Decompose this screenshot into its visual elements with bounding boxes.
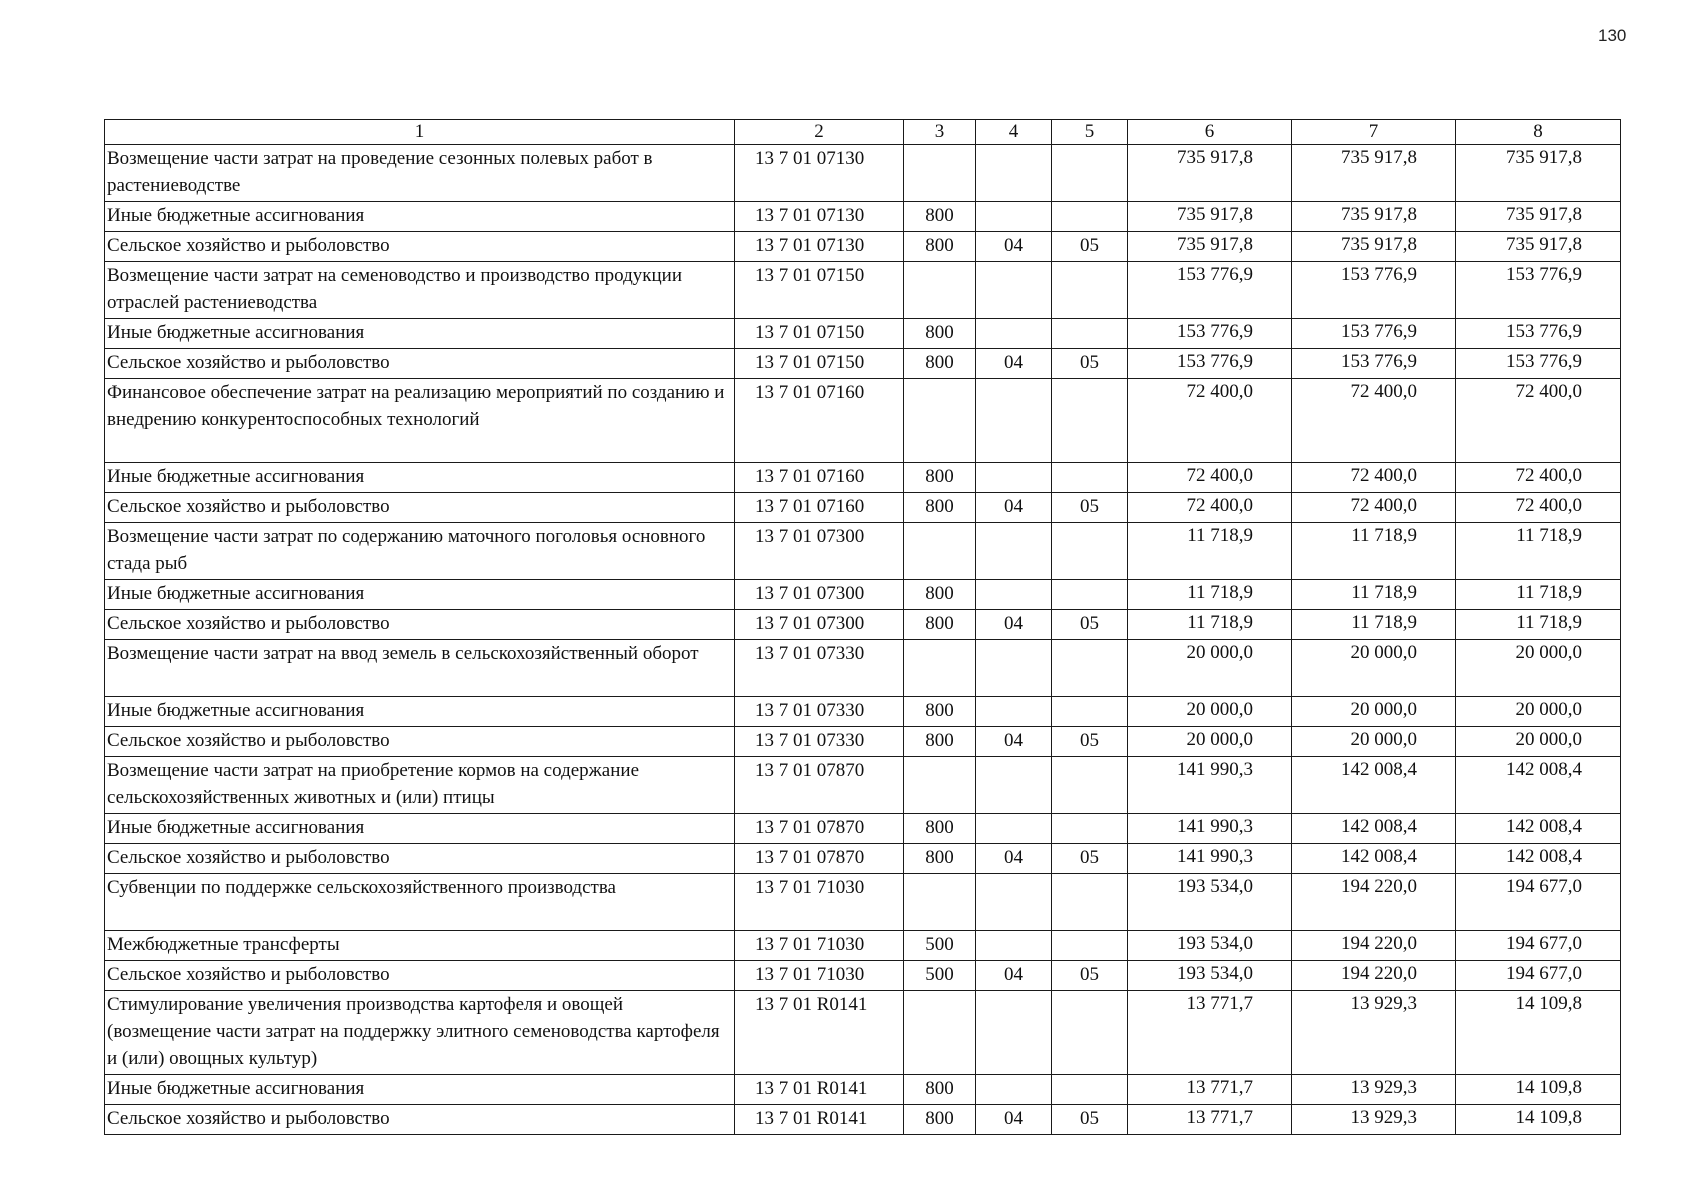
row-col4-cell: 04 (976, 961, 1052, 991)
row-col5-cell (1052, 1075, 1128, 1105)
row-col5-cell (1052, 814, 1128, 844)
table-row (105, 379, 1621, 463)
row-value6-cell: 13 771,7 (1128, 991, 1292, 1075)
row-name-cell: Финансовое обеспечение затрат на реализацию мероприятий по созданию и внедрению конкурентоспособных технологий (105, 379, 735, 463)
row-value7-cell: 142 008,4 (1292, 844, 1456, 874)
row-col3-cell (904, 262, 976, 319)
table-row (105, 262, 1621, 319)
table-row (105, 319, 1621, 349)
table-row (105, 463, 1621, 493)
row-value7-cell: 153 776,9 (1292, 319, 1456, 349)
row-value7-cell: 20 000,0 (1292, 697, 1456, 727)
table-row (105, 1105, 1621, 1135)
row-col3-cell (904, 874, 976, 931)
row-col3-cell (904, 145, 976, 202)
row-value6-cell: 72 400,0 (1128, 379, 1292, 463)
row-value6-cell: 735 917,8 (1128, 145, 1292, 202)
row-value8-cell: 14 109,8 (1456, 1105, 1621, 1135)
row-value8-cell: 142 008,4 (1456, 757, 1621, 814)
row-value7-cell: 735 917,8 (1292, 202, 1456, 232)
row-value6-cell: 735 917,8 (1128, 202, 1292, 232)
row-code-cell: 13 7 01 R0141 (735, 1075, 904, 1105)
row-col4-cell: 04 (976, 349, 1052, 379)
row-value7-cell: 20 000,0 (1292, 727, 1456, 757)
row-code-cell: 13 7 01 07150 (735, 349, 904, 379)
row-value6-cell: 11 718,9 (1128, 523, 1292, 580)
table-row (105, 232, 1621, 262)
column-header: 4 (976, 120, 1052, 145)
row-value8-cell: 153 776,9 (1456, 319, 1621, 349)
row-col3-cell: 800 (904, 349, 976, 379)
row-value6-cell: 193 534,0 (1128, 961, 1292, 991)
row-col4-cell (976, 697, 1052, 727)
row-value7-cell: 11 718,9 (1292, 610, 1456, 640)
row-name-cell: Иные бюджетные ассигнования (105, 697, 735, 727)
row-value7-cell: 13 929,3 (1292, 991, 1456, 1075)
row-value8-cell: 194 677,0 (1456, 961, 1621, 991)
row-col4-cell (976, 523, 1052, 580)
row-name-cell: Иные бюджетные ассигнования (105, 202, 735, 232)
row-value7-cell: 735 917,8 (1292, 145, 1456, 202)
row-value7-cell: 194 220,0 (1292, 931, 1456, 961)
row-col3-cell (904, 991, 976, 1075)
row-col4-cell (976, 463, 1052, 493)
table-row (105, 874, 1621, 931)
row-value7-cell: 72 400,0 (1292, 379, 1456, 463)
row-value7-cell: 11 718,9 (1292, 580, 1456, 610)
row-value6-cell: 153 776,9 (1128, 262, 1292, 319)
row-col3-cell: 800 (904, 202, 976, 232)
row-name-cell: Сельское хозяйство и рыболовство (105, 610, 735, 640)
row-col4-cell: 04 (976, 493, 1052, 523)
row-code-cell: 13 7 01 07160 (735, 463, 904, 493)
row-code-cell: 13 7 01 07330 (735, 697, 904, 727)
row-value6-cell: 193 534,0 (1128, 874, 1292, 931)
column-header: 1 (105, 120, 735, 145)
row-col3-cell: 800 (904, 1105, 976, 1135)
row-value6-cell: 20 000,0 (1128, 727, 1292, 757)
row-col5-cell (1052, 991, 1128, 1075)
row-value6-cell: 13 771,7 (1128, 1105, 1292, 1135)
row-value6-cell: 13 771,7 (1128, 1075, 1292, 1105)
column-header: 7 (1292, 120, 1456, 145)
row-col3-cell: 800 (904, 697, 976, 727)
row-value8-cell: 20 000,0 (1456, 697, 1621, 727)
row-col3-cell: 800 (904, 727, 976, 757)
row-code-cell: 13 7 01 07130 (735, 202, 904, 232)
row-code-cell: 13 7 01 07300 (735, 523, 904, 580)
column-header: 2 (735, 120, 904, 145)
row-code-cell: 13 7 01 07300 (735, 610, 904, 640)
row-code-cell: 13 7 01 07870 (735, 844, 904, 874)
row-value7-cell: 72 400,0 (1292, 463, 1456, 493)
row-value8-cell: 11 718,9 (1456, 580, 1621, 610)
row-code-cell: 13 7 01 71030 (735, 961, 904, 991)
row-value8-cell: 153 776,9 (1456, 262, 1621, 319)
row-col3-cell (904, 640, 976, 697)
row-code-cell: 13 7 01 07870 (735, 814, 904, 844)
row-col5-cell (1052, 379, 1128, 463)
row-name-cell: Сельское хозяйство и рыболовство (105, 1105, 735, 1135)
row-col5-cell (1052, 319, 1128, 349)
row-col4-cell (976, 319, 1052, 349)
table-row (105, 640, 1621, 697)
row-col3-cell: 800 (904, 463, 976, 493)
row-value6-cell: 141 990,3 (1128, 757, 1292, 814)
row-col5-cell: 05 (1052, 232, 1128, 262)
table-row (105, 844, 1621, 874)
row-col3-cell: 800 (904, 232, 976, 262)
row-name-cell: Субвенции по поддержке сельскохозяйственного производства (105, 874, 735, 931)
row-col3-cell: 500 (904, 961, 976, 991)
row-code-cell: 13 7 01 07300 (735, 580, 904, 610)
row-col3-cell: 800 (904, 844, 976, 874)
row-name-cell: Межбюджетные трансферты (105, 931, 735, 961)
row-value8-cell: 72 400,0 (1456, 493, 1621, 523)
row-col4-cell: 04 (976, 844, 1052, 874)
row-col3-cell (904, 757, 976, 814)
table-header-row (105, 120, 1621, 145)
table-row (105, 145, 1621, 202)
row-col5-cell (1052, 931, 1128, 961)
row-value8-cell: 735 917,8 (1456, 232, 1621, 262)
row-col4-cell (976, 145, 1052, 202)
column-header: 5 (1052, 120, 1128, 145)
row-col5-cell: 05 (1052, 1105, 1128, 1135)
row-col4-cell (976, 580, 1052, 610)
row-value7-cell: 142 008,4 (1292, 814, 1456, 844)
row-col3-cell: 500 (904, 931, 976, 961)
row-value6-cell: 735 917,8 (1128, 232, 1292, 262)
row-code-cell: 13 7 01 07130 (735, 232, 904, 262)
row-col5-cell: 05 (1052, 493, 1128, 523)
row-col4-cell: 04 (976, 1105, 1052, 1135)
row-col4-cell: 04 (976, 727, 1052, 757)
row-code-cell: 13 7 01 07130 (735, 145, 904, 202)
row-name-cell: Сельское хозяйство и рыболовство (105, 349, 735, 379)
row-value6-cell: 141 990,3 (1128, 814, 1292, 844)
row-value8-cell: 142 008,4 (1456, 814, 1621, 844)
row-value7-cell: 20 000,0 (1292, 640, 1456, 697)
row-value7-cell: 142 008,4 (1292, 757, 1456, 814)
row-value6-cell: 20 000,0 (1128, 640, 1292, 697)
row-col5-cell (1052, 874, 1128, 931)
row-col4-cell (976, 757, 1052, 814)
row-name-cell: Иные бюджетные ассигнования (105, 463, 735, 493)
row-name-cell: Возмещение части затрат на ввод земель в сельскохозяйственный оборот (105, 640, 735, 697)
row-col5-cell (1052, 640, 1128, 697)
table-row (105, 961, 1621, 991)
row-name-cell: Сельское хозяйство и рыболовство (105, 961, 735, 991)
row-col5-cell (1052, 145, 1128, 202)
row-value8-cell: 11 718,9 (1456, 523, 1621, 580)
row-value7-cell: 11 718,9 (1292, 523, 1456, 580)
row-value7-cell: 194 220,0 (1292, 961, 1456, 991)
table-row (105, 814, 1621, 844)
row-value7-cell: 735 917,8 (1292, 232, 1456, 262)
row-name-cell: Иные бюджетные ассигнования (105, 319, 735, 349)
row-value6-cell: 72 400,0 (1128, 463, 1292, 493)
table-row (105, 580, 1621, 610)
row-name-cell: Сельское хозяйство и рыболовство (105, 727, 735, 757)
row-value7-cell: 72 400,0 (1292, 493, 1456, 523)
row-col4-cell (976, 814, 1052, 844)
table-row (105, 697, 1621, 727)
row-value8-cell: 142 008,4 (1456, 844, 1621, 874)
budget-table (104, 119, 1621, 1135)
table-row (105, 523, 1621, 580)
row-col4-cell (976, 379, 1052, 463)
row-code-cell: 13 7 01 R0141 (735, 991, 904, 1075)
row-value8-cell: 735 917,8 (1456, 145, 1621, 202)
row-col5-cell: 05 (1052, 349, 1128, 379)
row-name-cell: Возмещение части затрат на проведение сезонных полевых работ в растениеводстве (105, 145, 735, 202)
row-code-cell: 13 7 01 07330 (735, 640, 904, 697)
row-name-cell: Иные бюджетные ассигнования (105, 1075, 735, 1105)
row-value8-cell: 11 718,9 (1456, 610, 1621, 640)
row-code-cell: 13 7 01 07870 (735, 757, 904, 814)
row-value8-cell: 14 109,8 (1456, 1075, 1621, 1105)
row-value6-cell: 11 718,9 (1128, 610, 1292, 640)
column-header: 3 (904, 120, 976, 145)
row-code-cell: 13 7 01 71030 (735, 874, 904, 931)
row-col4-cell (976, 1075, 1052, 1105)
row-code-cell: 13 7 01 R0141 (735, 1105, 904, 1135)
table-row (105, 931, 1621, 961)
row-value8-cell: 20 000,0 (1456, 640, 1621, 697)
row-col4-cell (976, 874, 1052, 931)
row-value8-cell: 194 677,0 (1456, 931, 1621, 961)
row-value6-cell: 141 990,3 (1128, 844, 1292, 874)
row-code-cell: 13 7 01 07150 (735, 262, 904, 319)
row-col5-cell: 05 (1052, 844, 1128, 874)
row-col4-cell (976, 640, 1052, 697)
row-col5-cell: 05 (1052, 610, 1128, 640)
row-col5-cell (1052, 463, 1128, 493)
row-value8-cell: 735 917,8 (1456, 202, 1621, 232)
table-row (105, 610, 1621, 640)
row-value6-cell: 153 776,9 (1128, 319, 1292, 349)
row-col4-cell (976, 991, 1052, 1075)
row-col5-cell: 05 (1052, 961, 1128, 991)
row-col3-cell: 800 (904, 814, 976, 844)
page-number: 130 (1598, 26, 1627, 45)
row-value7-cell: 153 776,9 (1292, 262, 1456, 319)
row-value8-cell: 20 000,0 (1456, 727, 1621, 757)
row-value6-cell: 153 776,9 (1128, 349, 1292, 379)
row-col4-cell (976, 262, 1052, 319)
row-code-cell: 13 7 01 07160 (735, 379, 904, 463)
row-name-cell: Возмещение части затрат на семеноводство и производство продукции отраслей растениеводства (105, 262, 735, 319)
row-col3-cell (904, 523, 976, 580)
row-value8-cell: 72 400,0 (1456, 379, 1621, 463)
row-value8-cell: 194 677,0 (1456, 874, 1621, 931)
row-value8-cell: 72 400,0 (1456, 463, 1621, 493)
row-name-cell: Сельское хозяйство и рыболовство (105, 232, 735, 262)
row-value6-cell: 20 000,0 (1128, 697, 1292, 727)
row-col5-cell: 05 (1052, 727, 1128, 757)
row-name-cell: Стимулирование увеличения производства картофеля и овощей (возмещение части затрат на поддержку элитного семеноводства картофеля и (или) овощных культур) (105, 991, 735, 1075)
row-value7-cell: 153 776,9 (1292, 349, 1456, 379)
column-header: 8 (1456, 120, 1621, 145)
row-col5-cell (1052, 202, 1128, 232)
row-col3-cell: 800 (904, 1075, 976, 1105)
row-col4-cell: 04 (976, 232, 1052, 262)
row-col4-cell (976, 202, 1052, 232)
row-code-cell: 13 7 01 71030 (735, 931, 904, 961)
row-value7-cell: 13 929,3 (1292, 1105, 1456, 1135)
row-col5-cell (1052, 697, 1128, 727)
row-col3-cell: 800 (904, 580, 976, 610)
row-name-cell: Возмещение части затрат по содержанию маточного поголовья основного стада рыб (105, 523, 735, 580)
row-name-cell: Возмещение части затрат на приобретение кормов на содержание сельскохозяйственных животных и (или) птицы (105, 757, 735, 814)
row-col3-cell: 800 (904, 610, 976, 640)
row-col4-cell: 04 (976, 610, 1052, 640)
row-col5-cell (1052, 262, 1128, 319)
column-header: 6 (1128, 120, 1292, 145)
table-row (105, 349, 1621, 379)
table-row (105, 1075, 1621, 1105)
row-name-cell: Сельское хозяйство и рыболовство (105, 844, 735, 874)
row-value6-cell: 11 718,9 (1128, 580, 1292, 610)
row-col3-cell: 800 (904, 319, 976, 349)
row-col5-cell (1052, 580, 1128, 610)
row-value8-cell: 153 776,9 (1456, 349, 1621, 379)
row-col5-cell (1052, 757, 1128, 814)
table-row (105, 757, 1621, 814)
row-col4-cell (976, 931, 1052, 961)
row-value7-cell: 194 220,0 (1292, 874, 1456, 931)
row-col3-cell (904, 379, 976, 463)
row-code-cell: 13 7 01 07150 (735, 319, 904, 349)
row-col5-cell (1052, 523, 1128, 580)
row-name-cell: Иные бюджетные ассигнования (105, 814, 735, 844)
row-col3-cell: 800 (904, 493, 976, 523)
table-row (105, 202, 1621, 232)
row-value6-cell: 193 534,0 (1128, 931, 1292, 961)
row-value6-cell: 72 400,0 (1128, 493, 1292, 523)
row-code-cell: 13 7 01 07160 (735, 493, 904, 523)
row-value8-cell: 14 109,8 (1456, 991, 1621, 1075)
row-name-cell: Сельское хозяйство и рыболовство (105, 493, 735, 523)
table-row (105, 727, 1621, 757)
table-row (105, 991, 1621, 1075)
row-name-cell: Иные бюджетные ассигнования (105, 580, 735, 610)
row-value7-cell: 13 929,3 (1292, 1075, 1456, 1105)
table-row (105, 493, 1621, 523)
budget-table-container (104, 119, 1621, 1135)
row-code-cell: 13 7 01 07330 (735, 727, 904, 757)
